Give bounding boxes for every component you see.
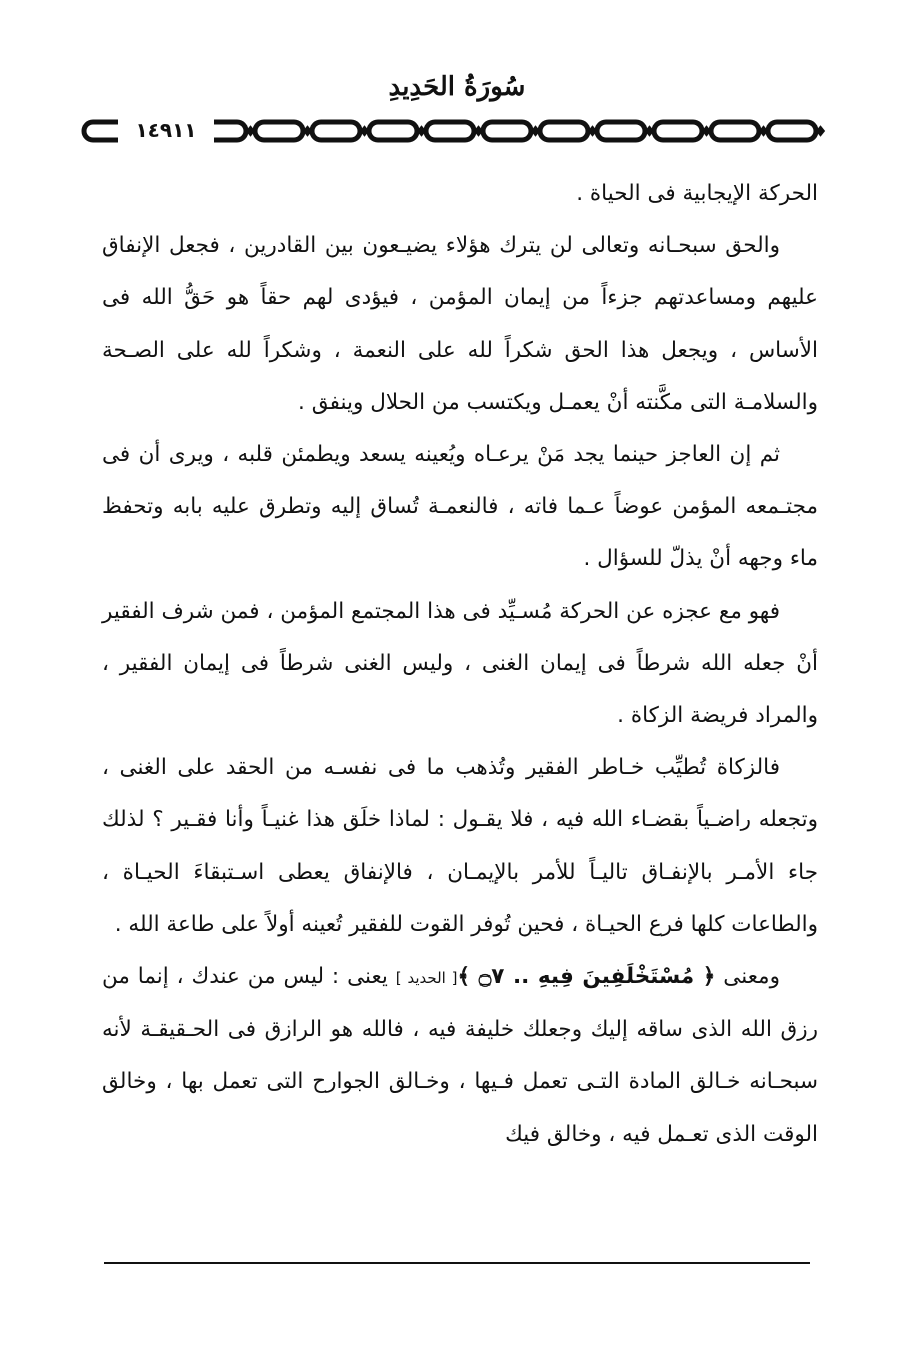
body-text [102,168,818,1161]
paragraph-2: والحق سبحـانه وتعالى لن يترك هؤلاء يضيـعون بين القادرين ، فجعل الإنفاق عليهم ومساعدتهم جزءاً من إيمان المؤمن ، فيؤدى لهم حقاً هو حَقُّ الله فى الأساس ، ويجعل هذا الحق شكراً لله على النعمة ، وشكراً لله على الصـحة والسلامـة التى مكَّنته أنْ يعمـل ويكتسب من الحلال وينفق . [102,233,818,415]
page-number: ١٤٩١١ [118,117,214,143]
paragraph-5: فالزكاة تُطيِّب خـاطر الفقير وتُذهب ما فى نفسـه من الحقد على الغنى ، وتجعله راضـياً بقضـاء الله فيه ، فلا يقـول : لماذا خلَق هذا غنيـاً وأنا فقـير ؟ لذلك جاء الأمـر بالإنفـاق تاليـاً للأمر بالإيمـان ، فالإنفاق يعطى اسـتبقاءَ الحيـاة ، والطاعات كلها فرع الحيـاة ، فحين تُوفر القوت للفقير تُعينه أولاً على طاعة الله . [102,755,818,937]
surah-title: سُورَةُ الحَدِيدِ [388,72,526,102]
paragraph-6 [102,951,818,1161]
paragraph-3: ثم إن العاجز حينما يجد مَنْ يرعـاه ويُعينه يسعد ويطمئن قلبه ، ويرى أن فى مجتـمعه المؤمن عوضاً عـما فاته ، فالنعمـة تُساق إليه وتطرق عليه بابه وتحفظ ماء وجهه أنْ يذلّ للسؤال . [102,442,818,572]
paragraph-6-body: يعنى : ليس من عندك ، إنما من رزق الله الذى ساقه إليك وجعلك خليفة فيه ، فالله هو الرازق فى الحـقيقـة لأنه سبحـانه خـالق المادة التـى تعمل فـيها ، وخـالق الجوارح التى تعمل بها ، وخالق الوقت الذى تعـمل فيه ، وخالق فيك [102,964,818,1147]
surah-reference: [ الحديد ] [395,969,458,988]
paragraph-1: الحركة الإيجابية فى الحياة . [576,181,818,206]
footer-divider [104,1262,810,1264]
paragraph-4: فهو مع عجزه عن الحركة مُسـيِّد فى هذا المجتمع المؤمن ، فمن شرف الفقير أنْ جعله الله شرطاً فى إيمان الغنى ، وليس الغنى شرطاً فى إيمان الفقير ، والمراد فريضة الزكاة . [102,598,818,729]
quran-verse-quote: ﴿ مُسْتَخْلَفِينَ فِيهِ .. ۝٧ ﴾ [457,964,716,990]
paragraph-6-intro: ومعنى [723,964,780,990]
